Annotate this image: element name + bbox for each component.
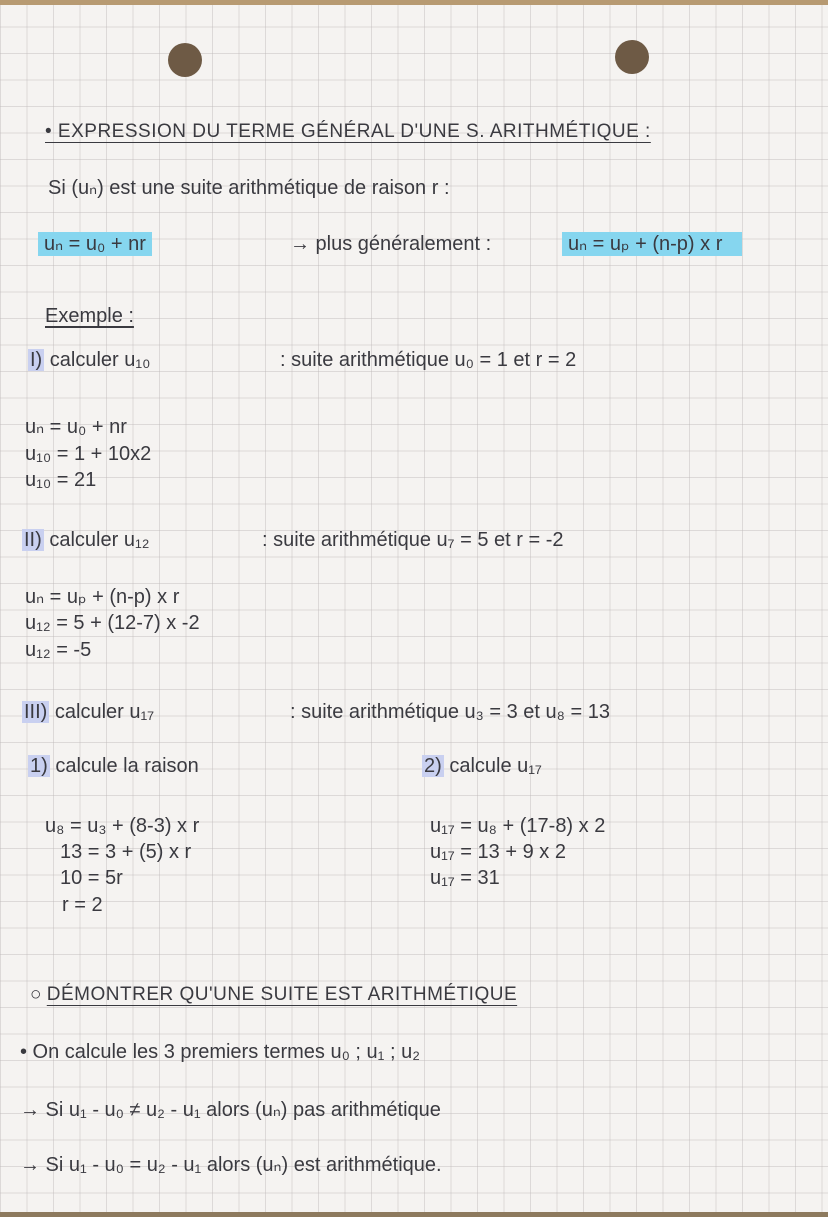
step1-line: 13 = 3 + (5) x r <box>60 841 192 863</box>
general-formula-highlight: uₙ = uₚ + (n-p) x r <box>562 232 742 256</box>
section2-heading <box>30 983 517 1007</box>
step1-line: 10 = 5r <box>60 867 123 889</box>
case-arithmetic: → Si u₁ - u₀ = u₂ - u₁ alors (uₙ) est arithmétique. <box>20 1154 442 1176</box>
ex2-line: u₁₂ = -5 <box>25 639 92 661</box>
ex3-label: calculer u₁₇ <box>54 701 155 723</box>
ex1-line: u₁₀ = 21 <box>25 469 97 491</box>
ex2-given: : suite arithmétique u₇ = 5 et r = -2 <box>262 529 564 551</box>
ex1-number: I) <box>30 349 43 371</box>
step2-line: u₁₇ = 13 + 9 x 2 <box>430 841 566 863</box>
ex1-line: uₙ = u₀ + nr <box>25 416 127 438</box>
ex3-heading <box>22 700 154 724</box>
step2-label: calcule u₁₇ <box>449 755 542 777</box>
paper-edge-bottom <box>0 1212 828 1217</box>
formula-highlight: uₙ = u₀ + nr <box>38 232 152 256</box>
method-bullet: • On calcule les 3 premiers termes u₀ ; u₁ ; u₂ <box>20 1041 420 1063</box>
step1-line: r = 2 <box>62 894 103 916</box>
ex3-given: : suite arithmétique u₃ = 3 et u₈ = 13 <box>290 701 610 723</box>
intro-text: Si (uₙ) est une suite arithmétique de raison r : <box>48 177 450 199</box>
binder-hole-left <box>168 43 202 77</box>
case-not-arithmetic: → Si u₁ - u₀ ≠ u₂ - u₁ alors (uₙ) pas arithmétique <box>20 1099 441 1121</box>
section-title-general-term: • EXPRESSION DU TERME GÉNÉRAL D'UNE S. ARITHMÉTIQUE : <box>45 121 651 142</box>
step2-line: u₁₇ = 31 <box>430 867 500 889</box>
ex3-number: III) <box>24 701 48 723</box>
ex3-step1-heading <box>28 754 199 778</box>
step1-line: u₈ = u₃ + (8-3) x r <box>45 815 200 837</box>
ex2-line: uₙ = uₚ + (n-p) x r <box>25 586 180 608</box>
paper-edge <box>0 0 828 5</box>
arrow-text: → plus généralement : <box>290 233 492 255</box>
section-title-demonstrate: DÉMONTRER QU'UNE SUITE EST ARITHMÉTIQUE <box>46 984 518 1005</box>
step2-line: u₁₇ = u₈ + (17-8) x 2 <box>430 815 606 837</box>
ex1-line: u₁₀ = 1 + 10x2 <box>25 443 152 465</box>
ex2-heading <box>22 528 149 552</box>
ex1-given: : suite arithmétique u₀ = 1 et r = 2 <box>280 349 577 371</box>
step1-number: 1) <box>30 755 48 777</box>
ex1-heading <box>28 348 150 372</box>
ex3-step2-heading <box>422 754 542 778</box>
step2-number: 2) <box>424 755 442 777</box>
ex2-label: calculer u₁₂ <box>49 529 150 551</box>
example-label: Exemple : <box>45 305 134 327</box>
ex2-line: u₁₂ = 5 + (12-7) x -2 <box>25 612 200 634</box>
ex2-number: II) <box>24 529 42 551</box>
ex1-label: calculer u₁₀ <box>49 349 151 371</box>
binder-hole-right <box>615 40 649 74</box>
bullet-icon: ○ <box>30 984 47 1005</box>
step1-label: calcule la raison <box>55 755 199 777</box>
